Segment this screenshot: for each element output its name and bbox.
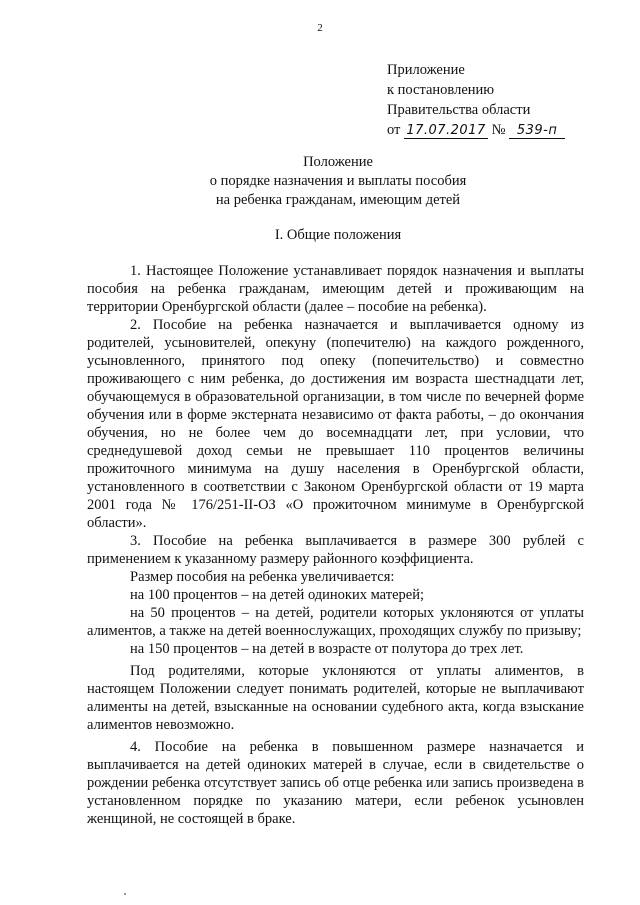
paragraph-2: 2. Пособие на ребенка назначается и выплачивается одному из родителей, усыновителей, опекуну (попечителю) на каждого рожденного, усыновленного, принятого под опеку (попечительство) и совместно проживающего с ним ребенка, до достижения им возраста шестнадцати лет, обучающемуся в образовательной организации, в том числе по вечерней форме обучения или в форме экстерната независимо от факта работы, – до окончания обучения, но не более чем до восемнадцати лет, при условии, что среднедушевой доход семьи не превышает 110 процентов величины прожиточного минимума на душу населения в Оренбургской области, установленного в соответствии с Законом Оренбургской области от 19 марта 2001 года № 176/251-II-ОЗ «О прожиточном минимуме в Оренбургской области». — [87, 317, 584, 531]
title-line-2: о порядке назначения и выплаты пособия — [209, 173, 467, 189]
paragraph-3: 3. Пособие на ребенка выплачивается в размере 300 рублей с применением к указанному размеру районного коэффициента. — [87, 533, 584, 567]
title-line-3: на ребенка гражданам, имеющим детей — [215, 192, 461, 208]
appendix-date-line — [387, 120, 565, 140]
appendix-line-3: Правительства области — [387, 102, 531, 118]
date-prefix: от — [387, 122, 401, 138]
paragraph-increase-intro: Размер пособия на ребенка увеличивается: — [130, 569, 395, 585]
handwritten-number: 539-п — [509, 124, 565, 139]
section-heading: I. Общие положения — [274, 227, 402, 243]
document-title — [0, 153, 640, 210]
paragraph-4: 4. Пособие на ребенка в повышенном размере назначается и выплачивается на детей одиноких матерей в случае, если в свидетельстве о рождении ребенка отсутствует запись об отце ребенка или запись произведена в установленном порядке по указанию матери, если ребенок усыновлен женщиной, не состоящей в браке. — [87, 739, 584, 827]
scan-speck — [124, 893, 126, 895]
paragraph-alimony: Под родителями, которые уклоняются от уплаты алиментов, в настоящем Положении следует понимать родителей, которые не выплачивают алименты на детей, взысканные на основании судебного акта, когда взыскание алиментов невозможно. — [87, 663, 584, 733]
paragraph-increase-50: на 50 процентов – на детей, родители которых уклоняются от уплаты алиментов, а также на детей военнослужащих, проходящих службу по призыву; — [87, 605, 584, 639]
handwritten-date: 17.07.2017 — [404, 124, 488, 139]
number-prefix: № — [491, 122, 506, 138]
appendix-line-1: Приложение — [387, 62, 465, 78]
document-body — [87, 262, 584, 828]
paragraph-increase-150: на 150 процентов – на детей в возрасте от полутора до трех лет. — [130, 641, 524, 657]
title-line-1: Положение — [303, 154, 373, 170]
paragraph-1: 1. Настоящее Положение устанавливает порядок назначения и выплаты пособия на ребенка гражданам, имеющим детей и проживающим на территории Оренбургской области (далее – пособие на ребенка). — [87, 263, 584, 315]
paragraph-increase-100: на 100 процентов – на детей одиноких матерей; — [130, 587, 424, 603]
appendix-block — [387, 60, 565, 140]
page-number: 2 — [317, 22, 323, 34]
appendix-line-2: к постановлению — [387, 82, 495, 98]
